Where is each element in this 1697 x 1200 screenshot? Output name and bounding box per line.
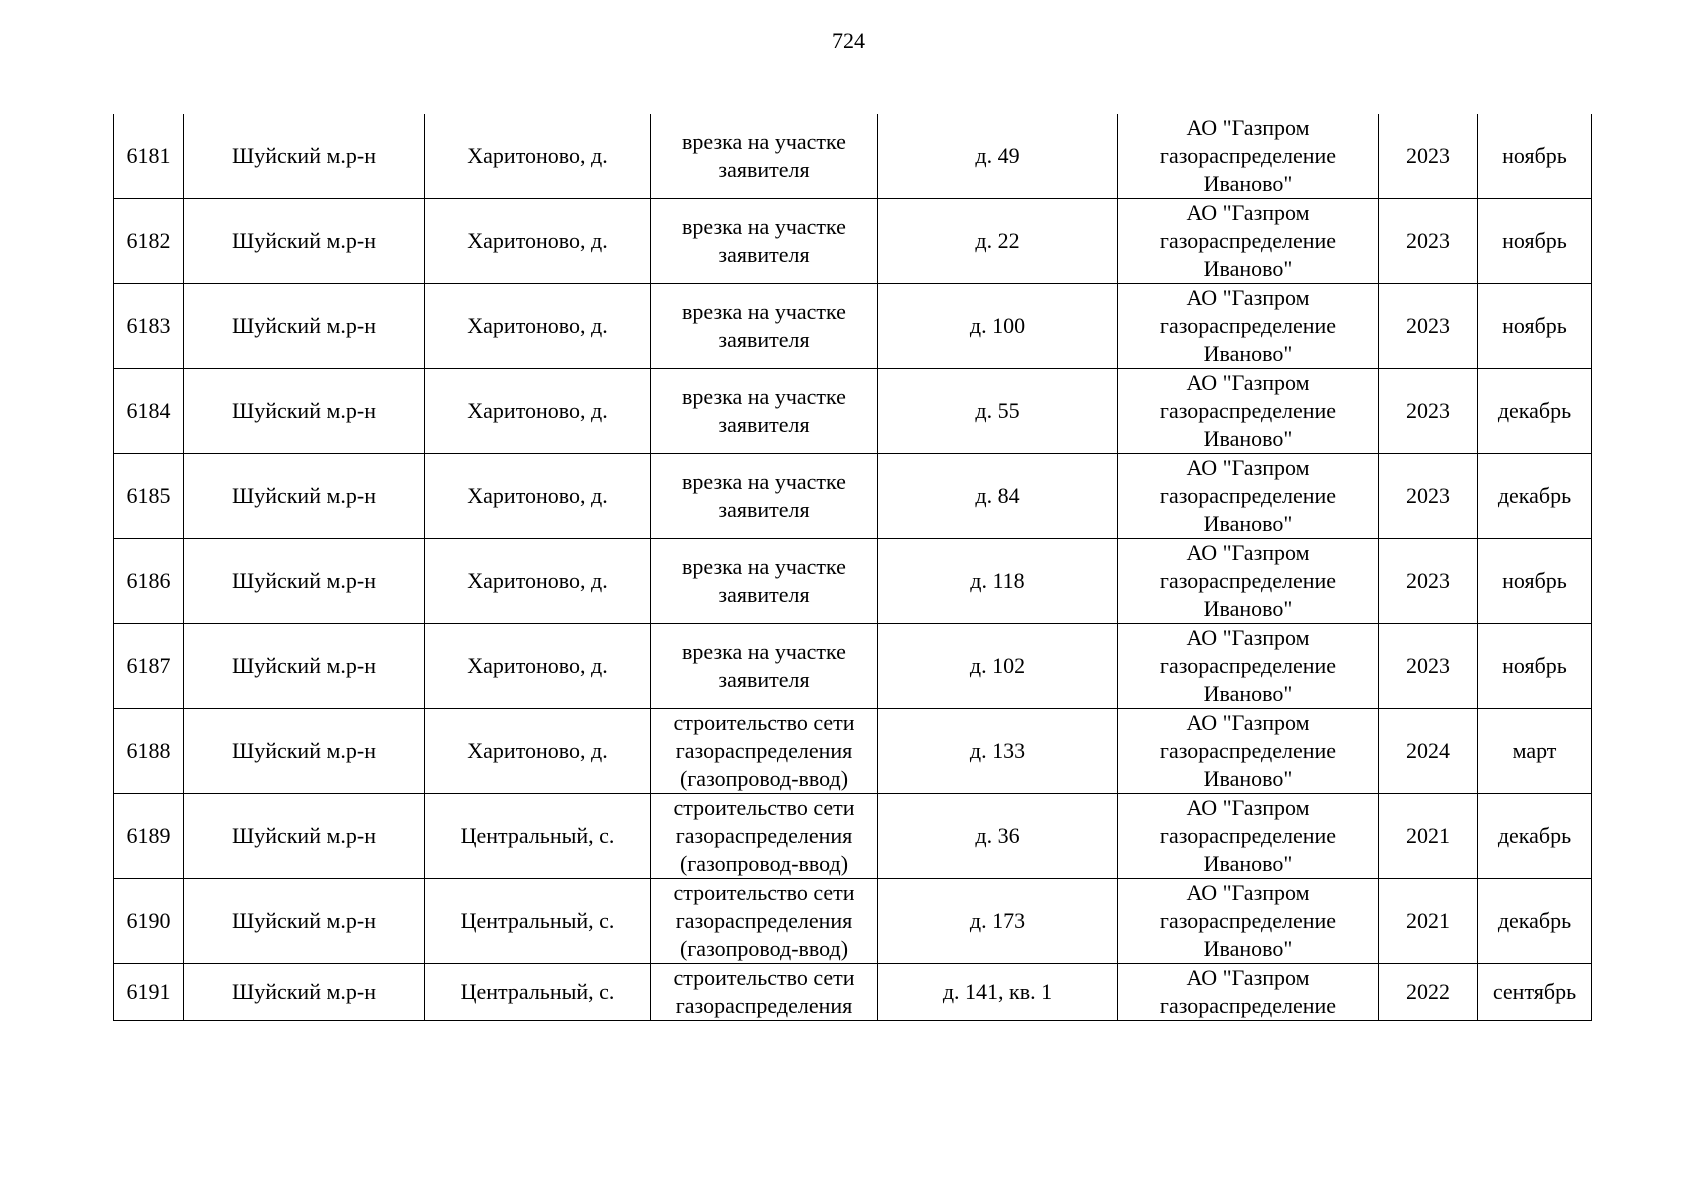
cell-locality: Харитоново, д. [425,709,651,794]
cell-organization [1118,964,1379,1021]
cell-number: 6183 [114,284,184,369]
cell-address: д. 55 [878,369,1118,454]
cell-year: 2022 [1379,964,1478,1021]
cell-work-type: врезка на участке заявителя [651,284,878,369]
cell-month: ноябрь [1478,284,1592,369]
cell-address: д. 36 [878,794,1118,879]
cell-number: 6185 [114,454,184,539]
cell-district: Шуйский м.р-н [184,879,425,964]
cell-month: сентябрь [1478,964,1592,1021]
table-row [114,114,1592,199]
cell-locality: Харитоново, д. [425,114,651,199]
page-number: 724 [832,28,865,53]
cell-locality: Харитоново, д. [425,539,651,624]
cell-locality: Харитоново, д. [425,284,651,369]
cell-district: Шуйский м.р-н [184,284,425,369]
cell-district: Шуйский м.р-н [184,794,425,879]
cell-month: ноябрь [1478,539,1592,624]
cell-year: 2023 [1379,539,1478,624]
cell-work-type: врезка на участке заявителя [651,454,878,539]
cell-year: 2023 [1379,199,1478,284]
cell-year: 2023 [1379,454,1478,539]
cell-organization: АО "Газпром газораспределение Иваново" [1118,114,1379,199]
cell-work-type: врезка на участке заявителя [651,624,878,709]
table-row [114,964,1592,1021]
cell-organization: АО "Газпром газораспределение Иваново" [1118,369,1379,454]
cell-number: 6190 [114,879,184,964]
cell-work-type: врезка на участке заявителя [651,539,878,624]
cell-number: 6187 [114,624,184,709]
cell-district: Шуйский м.р-н [184,114,425,199]
cell-district: Шуйский м.р-н [184,539,425,624]
cell-year: 2021 [1379,879,1478,964]
cell-address: д. 22 [878,199,1118,284]
cell-organization: АО "Газпром газораспределение Иваново" [1118,539,1379,624]
cell-district: Шуйский м.р-н [184,369,425,454]
cell-number: 6191 [114,964,184,1021]
cell-address: д. 133 [878,709,1118,794]
cell-organization: АО "Газпром газораспределение Иваново" [1118,794,1379,879]
cell-work-type: строительство сети газораспределения (газопровод-ввод) [651,709,878,794]
cell-number: 6189 [114,794,184,879]
cell-locality: Харитоново, д. [425,369,651,454]
cell-address: д. 141, кв. 1 [878,964,1118,1021]
cell-month: ноябрь [1478,624,1592,709]
cell-district: Шуйский м.р-н [184,454,425,539]
cell-district: Шуйский м.р-н [184,199,425,284]
cell-organization-text: АО "Газпром газораспределение [1159,965,1337,1018]
cell-work-type: строительство сети газораспределения (газопровод-ввод) [651,794,878,879]
cell-work-type: врезка на участке заявителя [651,114,878,199]
cell-number: 6188 [114,709,184,794]
cell-number: 6181 [114,114,184,199]
table-container [113,114,1592,1021]
cell-district: Шуйский м.р-н [184,709,425,794]
cell-month: декабрь [1478,369,1592,454]
cell-locality: Харитоново, д. [425,199,651,284]
cell-locality: Центральный, с. [425,964,651,1021]
cell-district: Шуйский м.р-н [184,624,425,709]
cell-locality: Центральный, с. [425,879,651,964]
table-row [114,284,1592,369]
cell-number: 6184 [114,369,184,454]
cell-address: д. 84 [878,454,1118,539]
table-row [114,794,1592,879]
cell-work-type: врезка на участке заявителя [651,369,878,454]
cell-address: д. 49 [878,114,1118,199]
cell-work-type-text: строительство сети газораспределения [673,965,855,1018]
cell-locality: Центральный, с. [425,794,651,879]
cell-work-type [651,964,878,1021]
cell-number: 6186 [114,539,184,624]
cell-month: декабрь [1478,879,1592,964]
cell-organization: АО "Газпром газораспределение Иваново" [1118,199,1379,284]
cell-locality: Харитоново, д. [425,624,651,709]
cell-address: д. 102 [878,624,1118,709]
cell-address: д. 173 [878,879,1118,964]
cell-year: 2023 [1379,624,1478,709]
table-row [114,454,1592,539]
cell-year: 2023 [1379,284,1478,369]
table-row [114,709,1592,794]
cell-organization: АО "Газпром газораспределение Иваново" [1118,624,1379,709]
cell-district: Шуйский м.р-н [184,964,425,1021]
cell-month: декабрь [1478,794,1592,879]
cell-work-type: врезка на участке заявителя [651,199,878,284]
table-row [114,624,1592,709]
cell-year: 2021 [1379,794,1478,879]
cell-month: ноябрь [1478,114,1592,199]
cell-year: 2023 [1379,114,1478,199]
cell-month: ноябрь [1478,199,1592,284]
cell-organization: АО "Газпром газораспределение Иваново" [1118,879,1379,964]
cell-year: 2023 [1379,369,1478,454]
cell-organization: АО "Газпром газораспределение Иваново" [1118,284,1379,369]
cell-month: март [1478,709,1592,794]
table-row [114,369,1592,454]
gasification-table [113,114,1592,1021]
cell-number: 6182 [114,199,184,284]
table-row [114,539,1592,624]
cell-year: 2024 [1379,709,1478,794]
cell-locality: Харитоново, д. [425,454,651,539]
cell-address: д. 100 [878,284,1118,369]
table-row [114,199,1592,284]
cell-organization: АО "Газпром газораспределение Иваново" [1118,709,1379,794]
cell-work-type: строительство сети газораспределения (газопровод-ввод) [651,879,878,964]
cell-organization: АО "Газпром газораспределение Иваново" [1118,454,1379,539]
cell-month: декабрь [1478,454,1592,539]
cell-address: д. 118 [878,539,1118,624]
table-row [114,879,1592,964]
